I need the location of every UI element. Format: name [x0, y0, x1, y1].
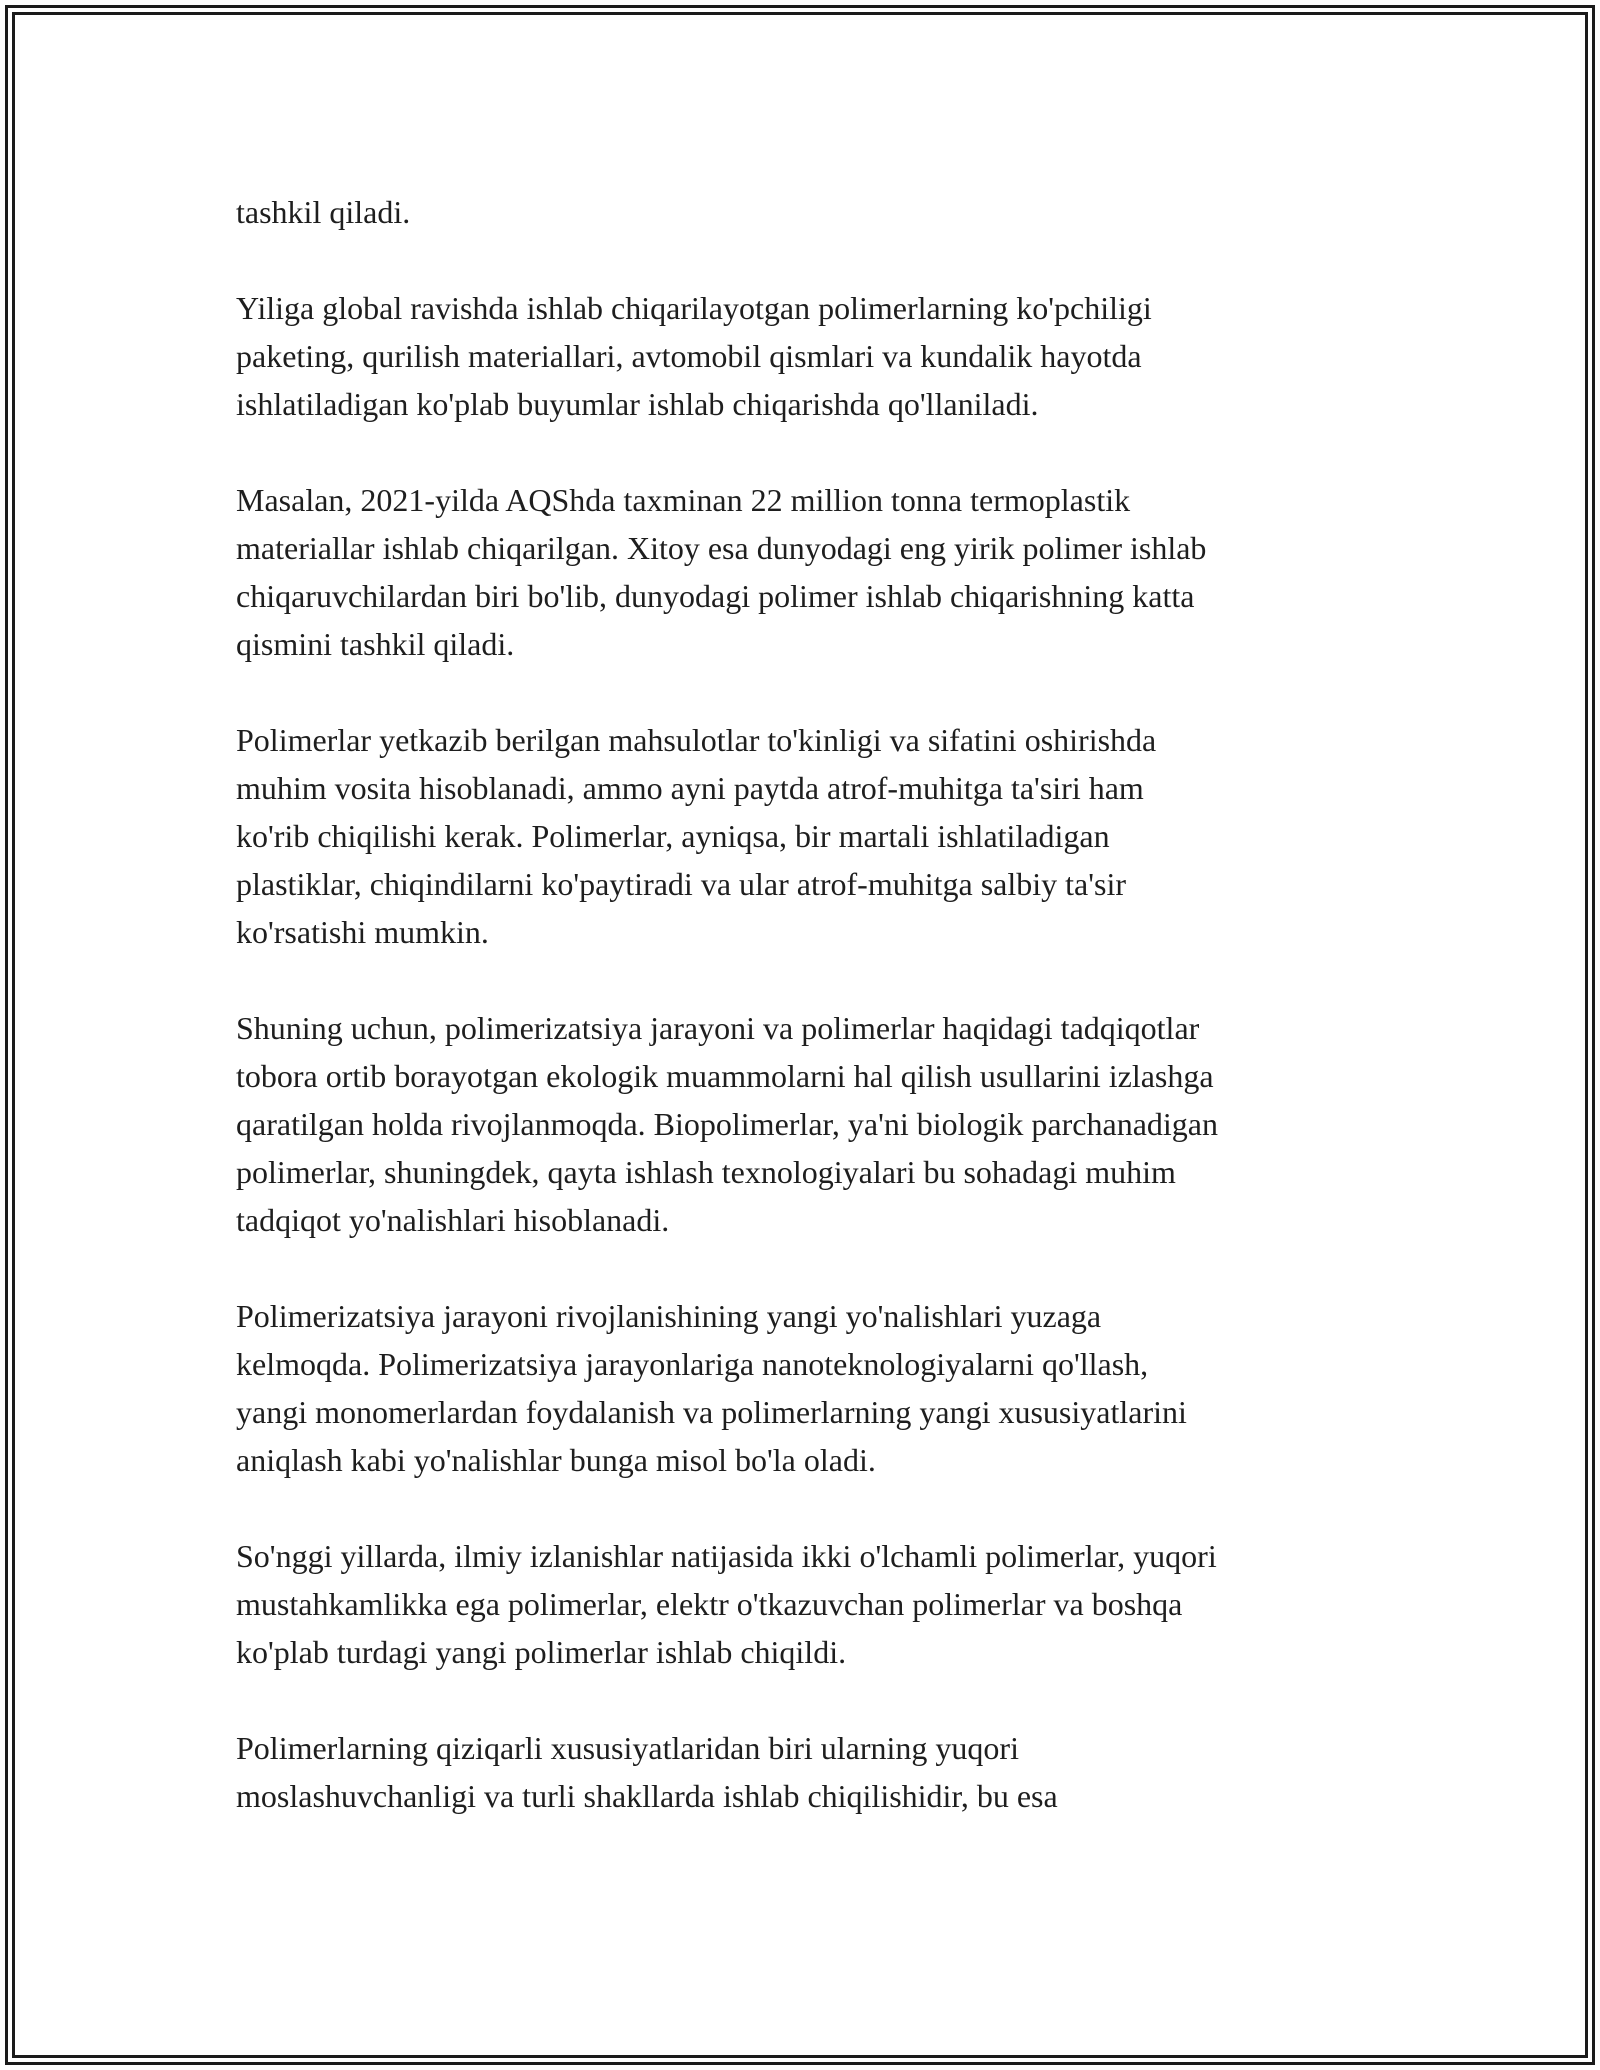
text-line: ko'rsatishi mumkin.: [236, 914, 489, 950]
text-line: aniqlash kabi yo'nalishlar bunga misol bo'la oladi.: [236, 1442, 876, 1478]
text-line: tashkil qiladi.: [236, 194, 411, 230]
paragraph-3: [236, 476, 1376, 668]
paragraph-7: [236, 1532, 1376, 1676]
text-line: tobora ortib borayotgan ekologik muammolarni hal qilish usullarini izlashga: [236, 1058, 1214, 1094]
text-line: polimerlar, shuningdek, qayta ishlash texnologiyalari bu sohadagi muhim: [236, 1154, 1176, 1190]
text-line: Masalan, 2021-yilda AQShda taxminan 22 million tonna termoplastik: [236, 482, 1131, 518]
document-body: [236, 188, 1376, 1820]
text-line: So'nggi yillarda, ilmiy izlanishlar natijasida ikki o'lchamli polimerlar, yuqori: [236, 1538, 1217, 1574]
text-line: ishlatiladigan ko'plab buyumlar ishlab chiqarishda qo'llaniladi.: [236, 386, 1039, 422]
paragraph-6: [236, 1292, 1376, 1484]
text-line: yangi monomerlardan foydalanish va polimerlarning yangi xususiyatlarini: [236, 1394, 1187, 1430]
text-line: moslashuvchanligi va turli shakllarda ishlab chiqilishidir, bu esa: [236, 1778, 1058, 1814]
text-line: Polimerizatsiya jarayoni rivojlanishining yangi yo'nalishlari yuzaga: [236, 1298, 1102, 1334]
text-line: ko'rib chiqilishi kerak. Polimerlar, ayniqsa, bir martali ishlatiladigan: [236, 818, 1110, 854]
paragraph-1: [236, 188, 1376, 236]
text-line: mustahkamlikka ega polimerlar, elektr o'tkazuvchan polimerlar va boshqa: [236, 1586, 1183, 1622]
text-line: paketing, qurilish materiallari, avtomobil qismlari va kundalik hayotda: [236, 338, 1142, 374]
text-line: qaratilgan holda rivojlanmoqda. Biopolimerlar, ya'ni biologik parchanadigan: [236, 1106, 1218, 1142]
text-line: muhim vosita hisoblanadi, ammo ayni paytda atrof-muhitga ta'siri ham: [236, 770, 1144, 806]
text-line: Shuning uchun, polimerizatsiya jarayoni va polimerlar haqidagi tadqiqotlar: [236, 1010, 1200, 1046]
text-line: plastiklar, chiqindilarni ko'paytiradi va ular atrof-muhitga salbiy ta'sir: [236, 866, 1126, 902]
text-line: chiqaruvchilardan biri bo'lib, dunyodagi polimer ishlab chiqarishning katta: [236, 578, 1195, 614]
paragraph-2: [236, 284, 1376, 428]
text-line: Yiliga global ravishda ishlab chiqarilayotgan polimerlarning ko'pchiligi: [236, 290, 1152, 326]
text-line: Polimerlar yetkazib berilgan mahsulotlar to'kinligi va sifatini oshirishda: [236, 722, 1157, 758]
text-line: ko'plab turdagi yangi polimerlar ishlab chiqildi.: [236, 1634, 847, 1670]
paragraph-4: [236, 716, 1376, 956]
text-line: kelmoqda. Polimerizatsiya jarayonlariga nanoteknologiyalarni qo'llash,: [236, 1346, 1149, 1382]
text-line: qismini tashkil qiladi.: [236, 626, 515, 662]
paragraph-8: [236, 1724, 1376, 1820]
text-line: materiallar ishlab chiqarilgan. Xitoy esa dunyodagi eng yirik polimer ishlab: [236, 530, 1207, 566]
text-line: Polimerlarning qiziqarli xususiyatlaridan biri ularning yuqori: [236, 1730, 1019, 1766]
text-line: tadqiqot yo'nalishlari hisoblanadi.: [236, 1202, 670, 1238]
paragraph-5: [236, 1004, 1376, 1244]
